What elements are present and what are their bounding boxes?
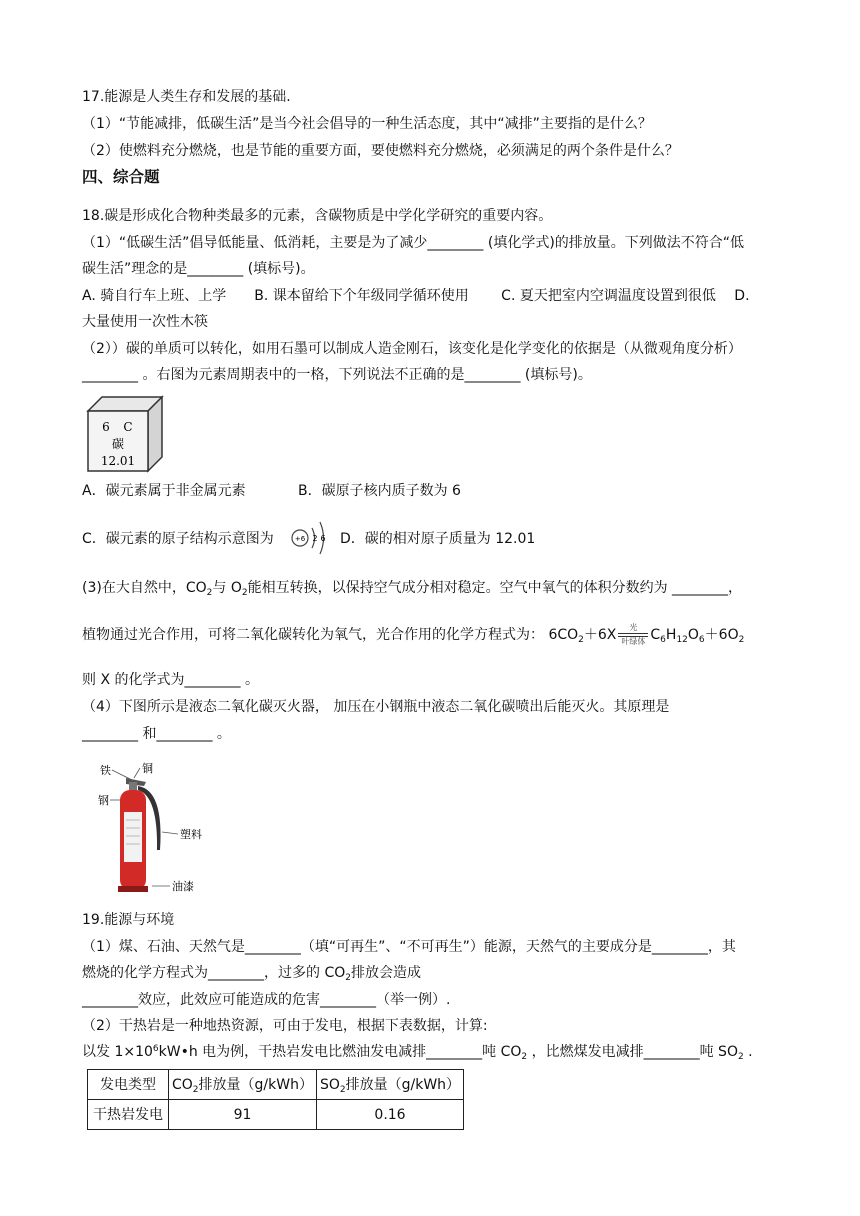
q18-part2-line1: （2））碳的单质可以转化，如用石墨可以制成人造金刚石，该变化是化学变化的依据是（从微观角度分析）: [82, 341, 742, 357]
q19-part2-line1: （2）干热岩是一种地热资源，可由于发电，根据下表数据，计算:: [82, 1018, 488, 1034]
label-steel: 钢: [98, 794, 109, 807]
q19-stem: 19.能源与环境: [82, 912, 175, 928]
q18-stem: 18.碳是形成化合物种类最多的元素，含碳物质是中学化学研究的重要内容。: [82, 208, 553, 224]
q18-part4-line1: （4）下图所示是液态二氧化碳灭火器， 加压在小钢瓶中液态二氧化碳喷出后能灭火。其原理是: [82, 699, 670, 715]
emission-table: [87, 1069, 464, 1130]
cell-symbol: C: [123, 420, 133, 434]
label-plastic: 塑料: [180, 828, 202, 841]
periodic-cell-figure: [84, 393, 166, 475]
cell-atomic-number: 6: [102, 420, 110, 434]
q19-part1-line1: （1）煤、石油、天然气是________（填“可再生”、“不可再生”）能源，天然气的主要成分是________，其: [82, 939, 736, 955]
q18-part3-line1: (3)在大自然中，$CO_2$与 $O_2$能相互转换，以保持空气成分相对稳定。空气中氧气的体积分数约为 ________，: [82, 580, 743, 598]
q18-part1-options: A. 骑自行车上班、上学 B. 课本留给下个年级同学循环使用 C. 夏天把室内空调温度设置到很低 D.: [82, 288, 750, 304]
table-header-co2: $CO_2$排放量（g/kWh）: [169, 1070, 317, 1100]
nucleus-charge: +6: [294, 535, 306, 543]
q18-option-d: D．碳的相对原子质量为 12.01: [340, 531, 536, 547]
cell-element-name: 碳: [111, 437, 125, 451]
table-header-row: [88, 1070, 464, 1100]
q19-part1-line2: 燃烧的化学方程式为________，过多的 $CO_2$排放会造成: [82, 965, 421, 983]
section-heading: 四、综合题: [82, 168, 160, 186]
cell-atomic-mass: 12.01: [100, 454, 136, 468]
q18-part2-line2: ________ 。右图为元素周期表中的一格，下列说法不正确的是________ (填标号)。: [82, 367, 592, 383]
q18-part1-line1: （1）“低碳生活”倡导低能量、低消耗，主要是为了减少________ (填化学式)的排放量。下列做法不符合“低: [82, 235, 745, 251]
q18-part3-line2: 植物通过光合作用，可将二氧化碳转化为氧气，光合作用的化学方程式为： $6CO_2+6X$ 光 叶绿体 $C_6H_{12}O_6+6O_2$: [82, 623, 745, 646]
q17-part1: （1）“节能减排，低碳生活”是当今社会倡导的一种生活态度，其中“减排”主要指的是什么？: [82, 116, 652, 132]
table-cell-so2: 0.16: [316, 1100, 463, 1130]
reaction-condition: 光 叶绿体: [618, 624, 648, 646]
q18-part4-line2: ________ 和________ 。: [82, 726, 231, 742]
shell2-electrons: 6: [320, 534, 326, 543]
label-copper: 铜: [142, 762, 153, 775]
table-cell-co2: 91: [169, 1100, 317, 1130]
q18-option-c: C．碳元素的原子结构示意图为: [82, 531, 274, 547]
q19-part1-line3: ________效应，此效应可能造成的危害________（举一例）.: [82, 992, 451, 1008]
q18-part1-line2: 碳生活”理念的是________ (填标号)。: [82, 261, 315, 277]
table-row: [88, 1100, 464, 1130]
label-paint: 油漆: [172, 880, 194, 893]
q17-stem: 17.能源是人类生存和发展的基础.: [82, 89, 291, 105]
carbon-atom-structure-diagram: [287, 516, 331, 560]
table-header-type: 发电类型: [88, 1070, 169, 1100]
table-cell-type: 干热岩发电: [88, 1100, 169, 1130]
q18-part3-line3: 则 X 的化学式为________ 。: [82, 672, 259, 688]
q18-option-b: B．碳原子核内质子数为 6: [298, 483, 461, 499]
shell1-electrons: 2: [312, 534, 318, 543]
label-iron: 铁: [100, 764, 111, 777]
fire-extinguisher-figure: [94, 760, 214, 898]
q17-part2: （2）使燃料充分燃烧，也是节能的重要方面，要使燃料充分燃烧，必须满足的两个条件是什么？: [82, 143, 679, 159]
q18-part1-options-cont: 大量使用一次性木筷: [82, 314, 208, 330]
q18-option-a: A．碳元素属于非金属元素: [82, 483, 246, 499]
q19-part2-line2: 以发 $1\times 10^6kW•h$ 电为例，干热岩发电比燃油发电减排________吨 $CO_2$ ，比燃煤发电减排________吨 $SO_2$ .: [82, 1044, 753, 1062]
table-header-so2: $SO_2$排放量（g/kWh）: [316, 1070, 463, 1100]
